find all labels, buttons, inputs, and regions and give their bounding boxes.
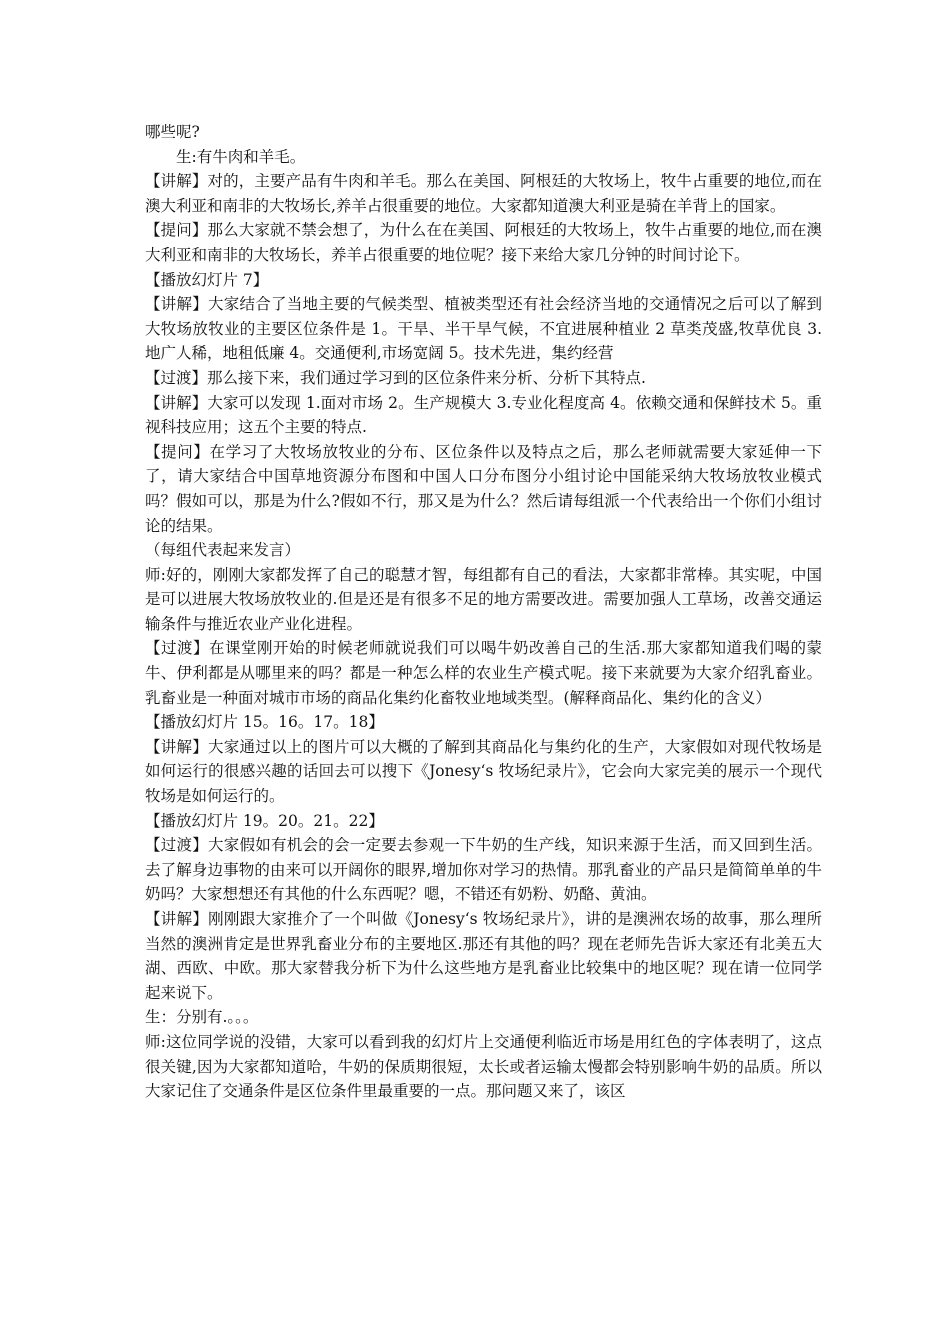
paragraph: 【提问】那么大家就不禁会想了，为什么在在美国、阿根廷的大牧场上，牧牛占重要的地位,而在澳大利亚和南非的大牧场长，养羊占很重要的地位呢？接下来给大家几分钟的时间讨论下。 — [145, 221, 822, 264]
paragraph: 生：分别有.。。。 — [145, 1008, 259, 1027]
paragraph: 【讲解】对的，主要产品有牛肉和羊毛。那么在美国、阿根廷的大牧场上，牧牛占重要的地位,而在澳大利亚和南非的大牧场长,养羊占很重要的地位。大家都知道澳大利亚是骑在羊背上的国家。 — [145, 172, 822, 215]
document-body — [145, 120, 822, 1104]
paragraph: 【播放幻灯片 19。20。21。22】 — [145, 811, 384, 830]
paragraph: 【讲解】大家结合了当地主要的气候类型、植被类型还有社会经济当地的交通情况之后可以了解到大牧场放牧业的主要区位条件是 1。干旱、半干旱气候，不宜进展种植业 2 草类茂盛,牧草优良 3.地广人稀，地租低廉 4。交通便利,市场宽阔 5。技术先进，集约经营 — [145, 295, 822, 363]
paragraph: 【过渡】那么接下来，我们通过学习到的区位条件来分析、分析下其特点. — [145, 368, 646, 387]
paragraph: （每组代表起来发言） — [145, 541, 301, 560]
paragraph: 【播放幻灯片 15。16。17。18】 — [145, 713, 384, 732]
paragraph: 【播放幻灯片 7】 — [145, 270, 269, 289]
paragraph: 【提问】在学习了大牧场放牧业的分布、区位条件以及特点之后，那么老师就需要大家延伸一下了，请大家结合中国草地资源分布图和中国人口分布图分小组讨论中国能采纳大牧场放牧业模式吗？假如可以，那是为什么?假如不行，那又是为什么？然后请每组派一个代表给出一个你们小组讨论的结果。 — [145, 442, 822, 535]
paragraph: 师:这位同学说的没错，大家可以看到我的幻灯片上交通便利临近市场是用红色的字体表明了，这点很关键,因为大家都知道哈，牛奶的保质期很短，太长或者运输太慢都会特别影响牛奶的品质。所以大家记住了交通条件是区位条件里最重要的一点。那问题又来了，该区 — [145, 1032, 822, 1101]
paragraph: 【讲解】刚刚跟大家推介了一个叫做《Jonesy‘s 牧场纪录片》，讲的是澳洲农场的故事，那么理所当然的澳洲肯定是世界乳畜业分布的主要地区.那还有其他的吗？现在老师先告诉大家还有北美五大湖、西欧、中欧。那大家替我分析下为什么这些地方是乳畜业比较集中的地区呢？现在请一位同学起来说下。 — [145, 910, 822, 1002]
paragraph: 哪些呢? — [145, 123, 200, 141]
paragraph: 【讲解】大家通过以上的图片可以大概的了解到其商品化与集约化的生产，大家假如对现代牧场是如何运行的很感兴趣的话回去可以搜下《Jonesy‘s 牧场纪录片》，它会向大家完美的展示一个现代牧场是如何运行的。 — [145, 737, 822, 806]
paragraph: 师:好的，刚刚大家都发挥了自己的聪慧才智，每组都有自己的看法，大家都非常棒。其实呢，中国是可以进展大牧场放牧业的.但是还是有很多不足的地方需要改进。需要加强人工草场，改善交通运输条件与推近农业产业化进程。 — [145, 565, 822, 633]
paragraph: 生:有牛肉和羊毛。 — [176, 147, 306, 166]
paragraph: 【过渡】在课堂刚开始的时候老师就说我们可以喝牛奶改善自己的生活.那大家都知道我们喝的蒙牛、伊利都是从哪里来的吗？都是一种怎么样的农业生产模式呢。接下来就要为大家介绍乳畜业。乳畜业是一种面对城市市场的商品化集约化畜牧业地域类型。(解释商品化、集约化的含义） — [145, 639, 822, 707]
paragraph: 【过渡】大家假如有机会的会一定要去参观一下牛奶的生产线，知识来源于生活，而又回到生活。去了解身边事物的由来可以开阔你的眼界,增加你对学习的热情。那乳畜业的产品只是简简单单的牛奶吗？大家想想还有其他的什么东西呢？嗯，不错还有奶粉、奶酪、黄油。 — [145, 836, 822, 904]
paragraph: 【讲解】大家可以发现 1.面对市场 2。生产规模大 3.专业化程度高 4。依赖交通和保鲜技术 5。重视科技应用；这五个主要的特点. — [145, 393, 822, 437]
